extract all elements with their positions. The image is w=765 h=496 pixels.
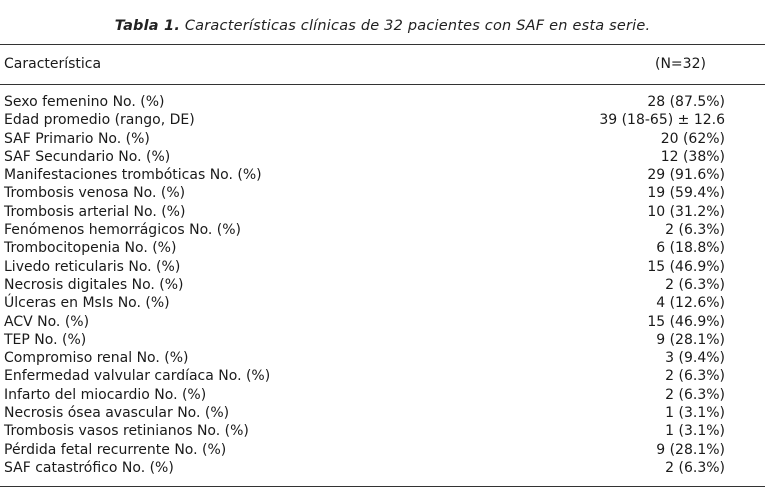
- row-value: 39 (18-65) ± 12.6: [599, 112, 725, 129]
- row-value: 20 (62%): [660, 130, 725, 147]
- row-value: 29 (91.6%): [647, 167, 725, 184]
- table-row: [0, 258, 765, 276]
- row-value: 10 (31.2%): [647, 203, 725, 220]
- table-row: [0, 404, 765, 422]
- row-value: 2 (6.3%): [665, 368, 725, 385]
- table-row: [0, 203, 765, 221]
- table-row: [0, 239, 765, 257]
- row-label: Infarto del miocardio No. (%): [4, 386, 207, 403]
- table-row: [0, 276, 765, 294]
- row-value: 12 (38%): [660, 148, 725, 165]
- header-characteristic: Característica: [4, 56, 102, 72]
- table-row: [0, 184, 765, 202]
- row-label: Livedo reticularis No. (%): [4, 258, 181, 275]
- table-row: [0, 111, 765, 129]
- row-label: Manifestaciones trombóticas No. (%): [4, 167, 262, 184]
- row-value: 28 (87.5%): [647, 94, 725, 110]
- row-label: Compromiso renal No. (%): [4, 350, 189, 367]
- row-value: 1 (3.1%): [665, 405, 725, 422]
- table-row: [0, 313, 765, 331]
- table-row: [0, 331, 765, 349]
- row-label: Sexo femenino No. (%): [4, 94, 165, 110]
- table-row: [0, 386, 765, 404]
- row-label: Úlceras en MsIs No. (%): [4, 295, 170, 312]
- row-label: Trombocitopenia No. (%): [4, 240, 177, 257]
- row-value: 15 (46.9%): [647, 313, 725, 330]
- table-row: [0, 166, 765, 184]
- row-label: Pérdida fetal recurrente No. (%): [4, 441, 227, 458]
- caption-label: Tabla 1.: [114, 18, 181, 34]
- row-value: 2 (6.3%): [665, 276, 725, 293]
- table-row: [0, 422, 765, 440]
- table-row: [0, 130, 765, 148]
- row-value: 1 (3.1%): [665, 423, 725, 440]
- row-label: SAF Primario No. (%): [4, 130, 150, 147]
- table-row: [0, 294, 765, 312]
- row-label: SAF catastrófico No. (%): [4, 459, 174, 476]
- row-label: Trombosis vasos retinianos No. (%): [4, 423, 249, 440]
- row-label: Trombosis venosa No. (%): [4, 185, 186, 202]
- table-row: [0, 148, 765, 166]
- row-value: 4 (12.6%): [656, 295, 725, 312]
- table-caption: [0, 18, 765, 34]
- row-label: Edad promedio (rango, DE): [4, 112, 195, 129]
- table-row: [0, 367, 765, 385]
- row-label: Fenómenos hemorrágicos No. (%): [4, 222, 242, 239]
- table-body: [0, 93, 765, 477]
- caption-text: Características clínicas de 32 pacientes con SAF en esta serie.: [184, 18, 651, 34]
- row-label: Necrosis ósea avascular No. (%): [4, 405, 230, 422]
- bottom-rule: [0, 486, 765, 487]
- row-value: 15 (46.9%): [647, 258, 725, 275]
- row-value: 19 (59.4%): [647, 185, 725, 202]
- row-label: TEP No. (%): [4, 331, 87, 348]
- row-value: 2 (6.3%): [665, 222, 725, 239]
- table-header: [0, 56, 765, 76]
- table-row: [0, 459, 765, 477]
- row-label: Trombosis arterial No. (%): [4, 203, 186, 220]
- row-value: 2 (6.3%): [665, 459, 725, 476]
- table-row: [0, 93, 765, 111]
- table-row: [0, 221, 765, 239]
- header-value: (N=32): [655, 56, 706, 72]
- row-value: 6 (18.8%): [656, 240, 725, 257]
- row-value: 9 (28.1%): [656, 331, 725, 348]
- table-row: [0, 349, 765, 367]
- table-row: [0, 441, 765, 459]
- row-label: ACV No. (%): [4, 313, 90, 330]
- row-label: Enfermedad valvular cardíaca No. (%): [4, 368, 271, 385]
- row-value: 2 (6.3%): [665, 386, 725, 403]
- row-value: 3 (9.4%): [665, 350, 725, 367]
- top-rule: [0, 44, 765, 45]
- row-label: SAF Secundario No. (%): [4, 148, 171, 165]
- row-value: 9 (28.1%): [656, 441, 725, 458]
- row-label: Necrosis digitales No. (%): [4, 276, 184, 293]
- header-rule: [0, 84, 765, 85]
